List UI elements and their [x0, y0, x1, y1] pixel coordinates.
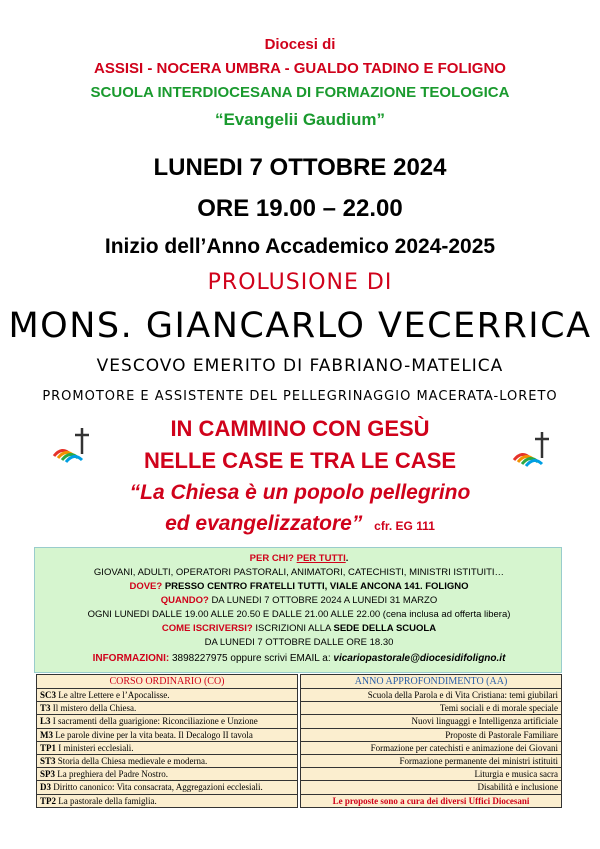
- iscrizioni-place: SEDE DELLA SCUOLA: [333, 623, 437, 634]
- prolusione-label: PROLUSIONE DI: [207, 270, 393, 295]
- table-row: [37, 689, 298, 702]
- academic-year-start: Inizio dell’Anno Accademico 2024-2025: [104, 235, 496, 258]
- course-code: SP3: [40, 769, 56, 780]
- topic-item: Formazione per catechisti e animazione dei Giovani: [301, 741, 562, 754]
- course-code: TP2: [40, 795, 57, 806]
- event-date: LUNEDI 7 OTTOBRE 2024: [153, 154, 447, 181]
- speaker-name: MONS. GIANCARLO VECERRICA: [8, 306, 592, 346]
- table-row: [37, 741, 298, 754]
- course-title: La preghiera del Padre Nostro.: [57, 769, 168, 780]
- quote-line-2: ed evangelizzatore”: [165, 512, 363, 535]
- course-code: TP1: [40, 742, 57, 753]
- quando-value: DA LUNEDI 7 OTTOBRE 2024 A LUNEDI 31 MARZO: [211, 595, 438, 606]
- iscrizioni-line: [35, 623, 563, 634]
- topic-item: Liturgia e musica sacra: [301, 768, 562, 781]
- per-chi-label: PER CHI?: [249, 553, 294, 564]
- anno-approfondimento-title: ANNO APPROFONDIMENTO (AA): [301, 675, 562, 689]
- quando-label: QUANDO?: [160, 595, 209, 606]
- course-code: ST3: [40, 756, 56, 767]
- course-title: I sacramenti della guarigione: Riconciliazione e Unzione: [52, 716, 258, 727]
- quote-line-2-wrap: [0, 512, 600, 536]
- topic-item: Formazione permanente dei ministri istituiti: [301, 754, 562, 767]
- course-code: M3: [40, 729, 53, 740]
- corso-ordinario-table: [36, 674, 298, 808]
- table-row: [301, 728, 562, 741]
- course-code: T3: [40, 703, 51, 714]
- quote-line-1: “La Chiesa è un popolo pellegrino: [129, 481, 471, 504]
- table-row: [37, 728, 298, 741]
- table-row: [301, 741, 562, 754]
- table-row: [301, 781, 562, 794]
- course-title: Il mistero della Chiesa.: [52, 703, 137, 714]
- dove-value: PRESSO CENTRO FRATELLI TUTTI, VIALE ANCONA 141. FOLIGNO: [164, 581, 469, 592]
- quote-reference: cfr. EG 111: [374, 519, 435, 533]
- table-row: [37, 754, 298, 767]
- info-box: [34, 547, 562, 673]
- table-row: [301, 702, 562, 715]
- per-chi-value: PER TUTTI: [296, 553, 346, 564]
- table-row: [37, 768, 298, 781]
- table-header: [301, 675, 562, 689]
- table-row: [301, 754, 562, 767]
- event-time: ORE 19.00 – 22.00: [197, 195, 403, 222]
- table-header: [37, 675, 298, 689]
- iscrizioni-value: ISCRIZIONI ALLA: [255, 623, 331, 634]
- per-chi-line: PER CHI? PER TUTTI.: [249, 553, 349, 564]
- topic-item: Scuola della Parola e di Vita Cristiana: temi giubilari: [301, 689, 562, 702]
- schedule-line: OGNI LUNEDI DALLE 19.00 ALLE 20.50 E DALLE 21.00 ALLE 22.00 (cena inclusa ad offerta libera): [87, 609, 511, 620]
- table-row: [37, 794, 298, 807]
- course-code: D3: [40, 782, 51, 793]
- course-title: I ministeri ecclesiali.: [58, 742, 134, 753]
- course-title: Le altre Lettere e l’Apocalisse.: [58, 690, 170, 701]
- informazioni-label: INFORMAZIONI:: [92, 653, 170, 664]
- audience-line: GIOVANI, ADULTI, OPERATORI PASTORALI, ANIMATORI, CATECHISTI, MINISTRI ISTITUITI…: [93, 567, 505, 578]
- table-row: [301, 768, 562, 781]
- theme-line-2: NELLE CASE E TRA LE CASE: [143, 448, 457, 473]
- quando-line: [35, 595, 563, 606]
- topic-item: Temi sociali e di morale speciale: [301, 702, 562, 715]
- iscrizioni-label: COME ISCRIVERSI?: [161, 623, 253, 634]
- speaker-role-2: PROMOTORE E ASSISTENTE DEL PELLEGRINAGGIO MACERATA-LORETO: [42, 389, 558, 404]
- diocesi-label: Diocesi di: [264, 36, 336, 53]
- speaker-role-1: VESCOVO EMERITO DI FABRIANO-MATELICA: [96, 356, 504, 376]
- topic-item: Nuovi linguaggi e Intelligenza artificiale: [301, 715, 562, 728]
- course-title: Diritto canonico: Vita consacrata, Aggregazioni ecclesiali.: [53, 782, 263, 793]
- topic-item: Proposte di Pastorale Familiare: [301, 728, 562, 741]
- contact-email[interactable]: vicariopastorale@diocesidifoligno.it: [333, 653, 506, 664]
- dove-line: [35, 581, 563, 592]
- iscrizioni-date-line: DA LUNEDI 7 OTTOBRE DALLE ORE 18.30: [204, 637, 394, 648]
- jubilee-logo-left: [48, 420, 98, 470]
- diocesi-cities: ASSISI - NOCERA UMBRA - GUALDO TADINO E FOLIGNO: [94, 60, 506, 77]
- informazioni-line: [35, 653, 563, 664]
- dove-label: DOVE?: [129, 581, 163, 592]
- theme-line-1: IN CAMMINO CON GESÙ: [170, 416, 430, 441]
- jubilee-logo-right: [508, 424, 558, 474]
- table-row: [37, 702, 298, 715]
- table-row: [37, 715, 298, 728]
- table-row: [301, 689, 562, 702]
- course-code: SC3: [40, 690, 57, 701]
- course-title: Storia della Chiesa medievale e moderna.: [57, 756, 208, 767]
- corso-ordinario-title: CORSO ORDINARIO (CO): [37, 675, 298, 689]
- topic-item: Disabilità e inclusione: [301, 781, 562, 794]
- informazioni-value: 3898227975 oppure scrivi EMAIL a:: [172, 653, 331, 664]
- anno-approfondimento-table: [300, 674, 562, 808]
- course-code: L3: [40, 716, 51, 727]
- table-row: [301, 715, 562, 728]
- school-name: SCUOLA INTERDIOCESANA DI FORMAZIONE TEOLOGICA: [90, 84, 510, 101]
- table-row: [37, 781, 298, 794]
- table-row: [301, 794, 562, 807]
- topics-note: Le proposte sono a cura dei diversi Uffici Diocesani: [301, 794, 562, 807]
- school-motto: “Evangelii Gaudium”: [214, 110, 386, 129]
- course-title: Le parole divine per la vita beata. Il Decalogo II tavola: [55, 729, 253, 740]
- course-title: La pastorale della famiglia.: [58, 795, 157, 806]
